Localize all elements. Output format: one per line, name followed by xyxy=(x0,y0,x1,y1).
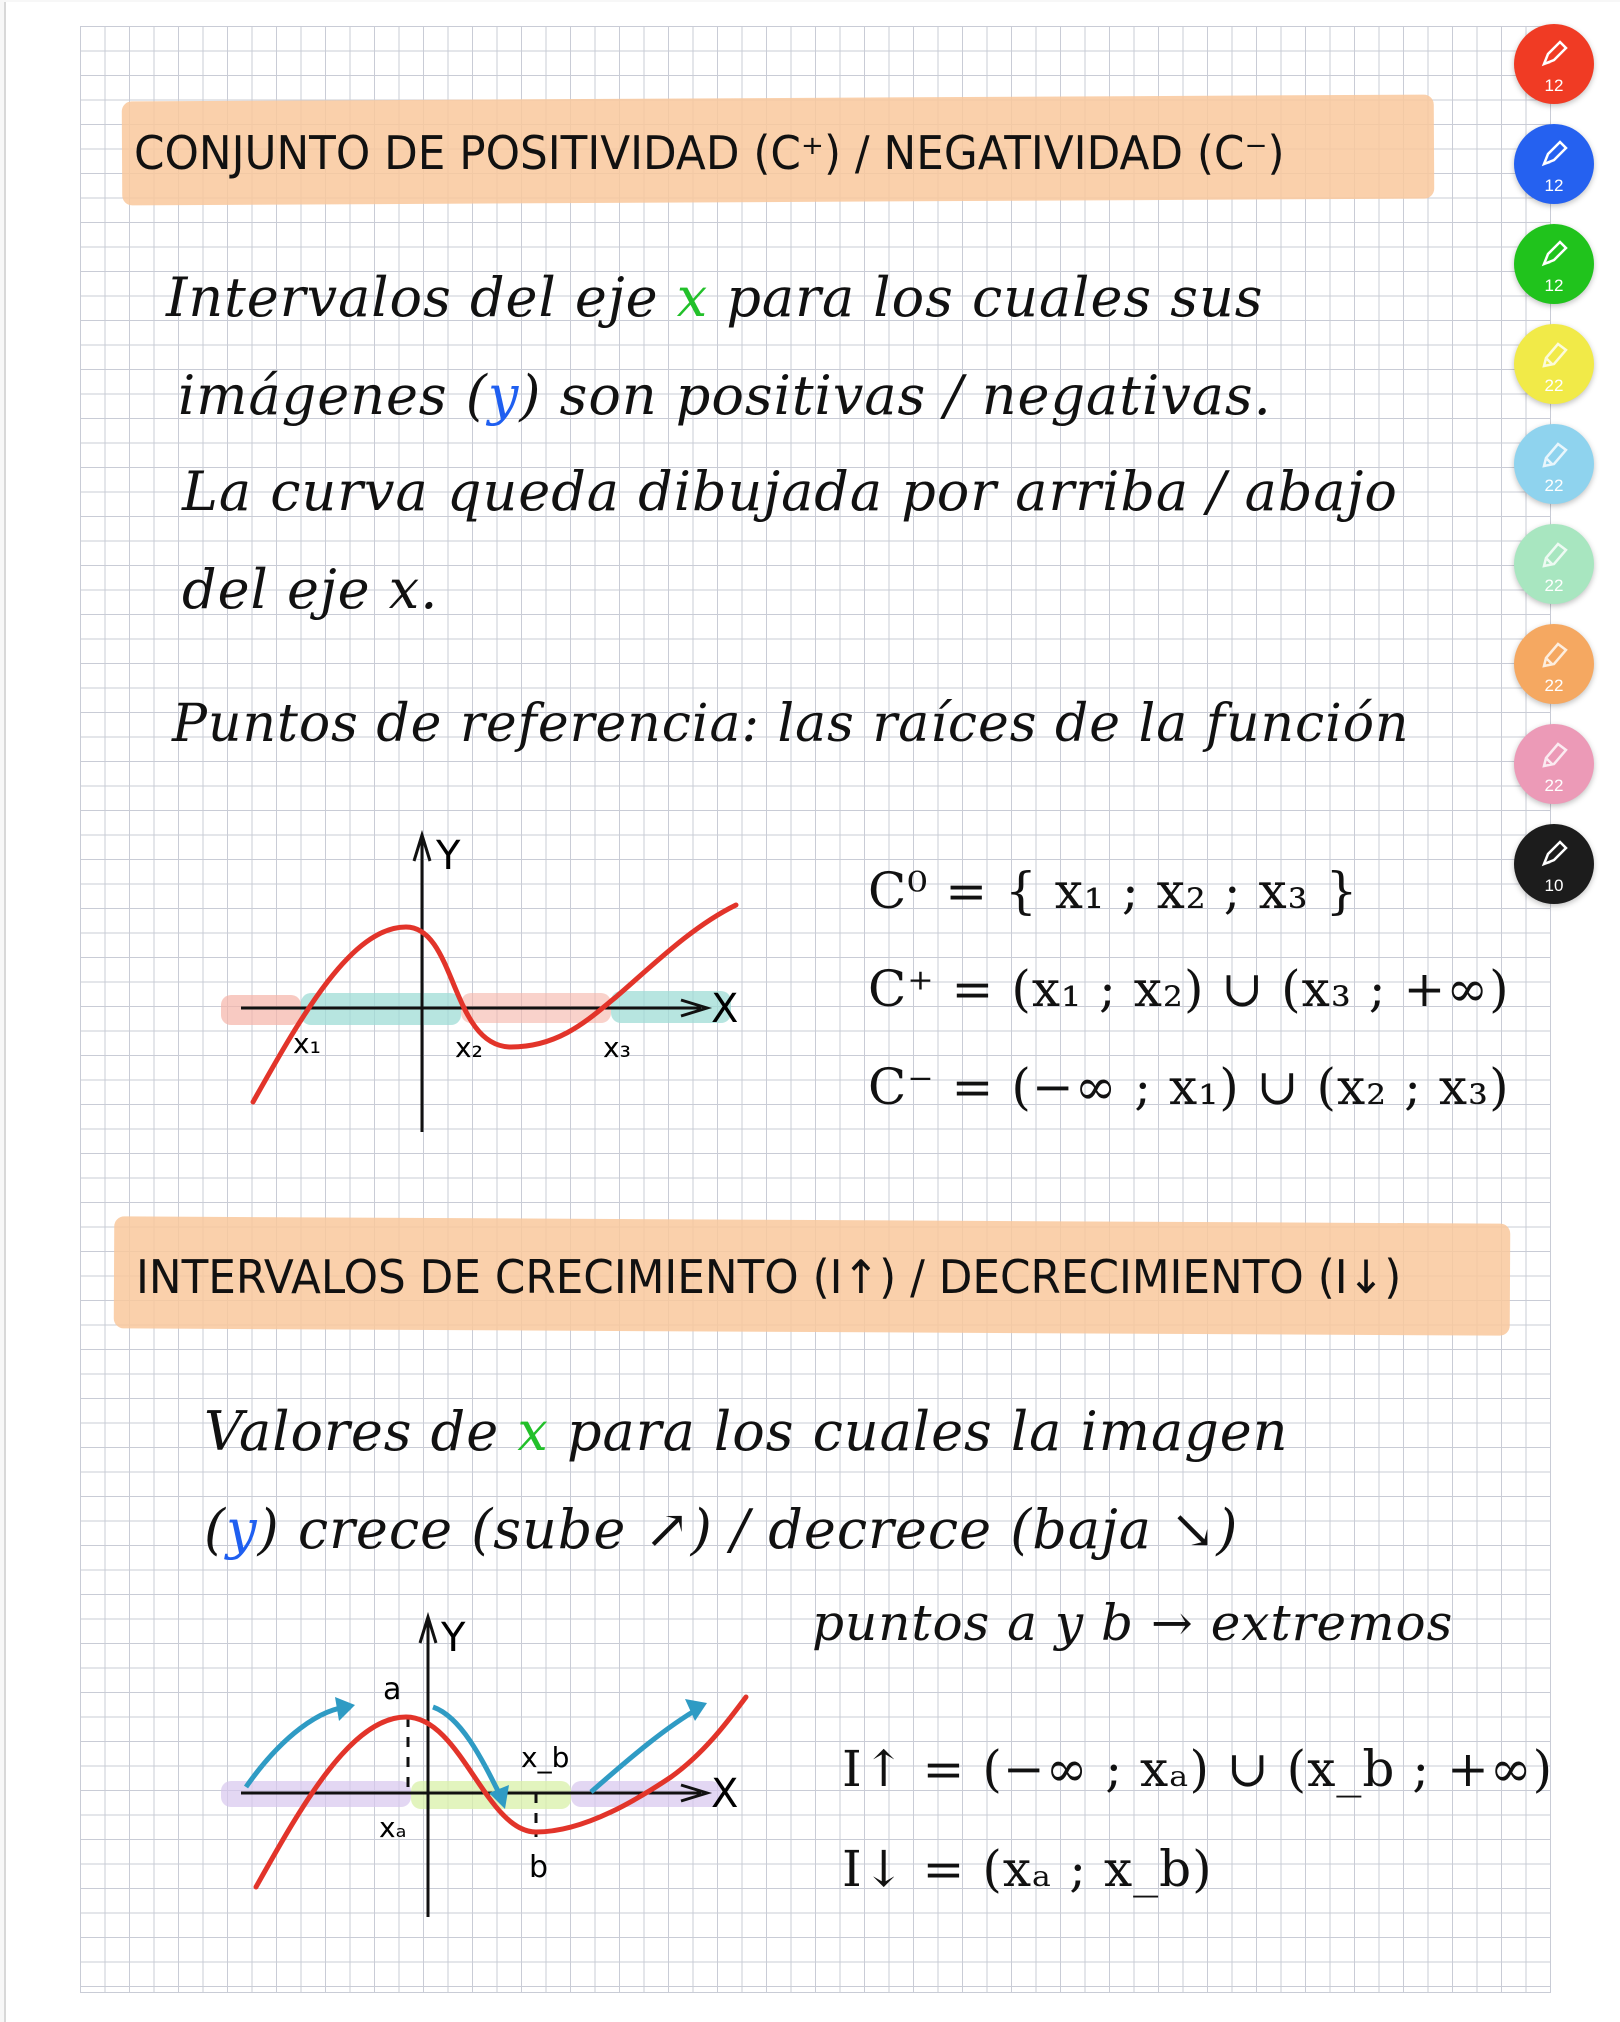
var-x: x xyxy=(676,266,709,329)
pen-size: 12 xyxy=(1544,276,1564,295)
monotonic-graph xyxy=(211,1597,771,1927)
pen-icon xyxy=(1536,136,1572,172)
pen-size: 22 xyxy=(1544,376,1564,395)
section1-title: CONJUNTO DE POSITIVIDAD (C⁺) / NEGATIVIDAD (C⁻) xyxy=(134,126,1285,180)
highlighter-icon xyxy=(1536,536,1572,572)
formula-idown: I↓ = (xₐ ; x_b) xyxy=(842,1840,1213,1898)
line-text: ( xyxy=(204,1498,227,1561)
highlighter-icon xyxy=(1536,436,1572,472)
var-y: y xyxy=(226,1498,258,1561)
pen-size: 10 xyxy=(1544,876,1564,895)
pen-icon xyxy=(1536,36,1572,72)
graph1-y-label: Y xyxy=(436,833,461,879)
section1-line-3: La curva queda dibujada por arriba / abajo xyxy=(182,460,1398,523)
line-text: Valores de xyxy=(204,1400,518,1463)
line-text: para los cuales sus xyxy=(708,266,1264,329)
pen-blue-button[interactable] xyxy=(1514,124,1594,204)
pen-size: 12 xyxy=(1544,176,1564,195)
section1-line-1 xyxy=(166,266,1263,329)
line-text: ) crece (sube ↗) / decrece (baja ↘) xyxy=(257,1498,1239,1561)
highlighter-icon xyxy=(1536,736,1572,772)
extremes-note: puntos a y b → extremos xyxy=(812,1594,1454,1652)
arrowhead xyxy=(685,1699,707,1721)
highlighter-icon xyxy=(1536,636,1572,672)
pen-size: 22 xyxy=(1544,776,1564,795)
formula-c0: C⁰ = { x₁ ; x₂ ; x₃ } xyxy=(868,862,1359,920)
root-x2-label: x₂ xyxy=(455,1031,483,1064)
increase-arrow-right xyxy=(591,1707,701,1792)
pen-toolbar xyxy=(1514,24,1598,904)
notebook-page xyxy=(4,2,1620,2022)
highlighter-mint-button[interactable] xyxy=(1514,524,1594,604)
pen-icon xyxy=(1536,236,1572,272)
pen-size: 22 xyxy=(1544,676,1564,695)
positive-band-left xyxy=(221,995,301,1025)
pen-green-button[interactable] xyxy=(1514,224,1594,304)
sign-graph xyxy=(211,817,771,1147)
highlighter-pink-button[interactable] xyxy=(1514,724,1594,804)
line-text: para los cuales la imagen xyxy=(548,1400,1289,1463)
formula-cplus: C⁺ = (x₁ ; x₂) ∪ (x₃ ; +∞) xyxy=(868,960,1510,1018)
formula-iup: I↑ = (−∞ ; xₐ) ∪ (x_b ; +∞) xyxy=(842,1740,1554,1798)
highlighter-orange-button[interactable] xyxy=(1514,624,1594,704)
pen-size: 22 xyxy=(1544,476,1564,495)
graph1-x-label: X xyxy=(711,986,739,1032)
pen-black-button[interactable] xyxy=(1514,824,1594,904)
xa-label: xₐ xyxy=(379,1811,407,1844)
point-a-label: a xyxy=(383,1672,402,1707)
pen-red-button[interactable] xyxy=(1514,24,1594,104)
line-text: imágenes ( xyxy=(178,364,488,427)
pen-size: 22 xyxy=(1544,576,1564,595)
section2-title: INTERVALOS DE CRECIMIENTO (I↑) / DECRECIMIENTO (I↓) xyxy=(136,1250,1402,1304)
highlighter-icon xyxy=(1536,336,1572,372)
pen-size: 12 xyxy=(1544,76,1564,95)
var-x: x xyxy=(517,1400,549,1463)
highlighter-cyan-button[interactable] xyxy=(1514,424,1594,504)
xb-label: x_b xyxy=(521,1741,570,1774)
arrowhead xyxy=(335,1697,355,1721)
graph2-x-label: X xyxy=(711,1771,739,1817)
root-x1-label: x₁ xyxy=(293,1027,321,1060)
section1-line-4: del eje x. xyxy=(182,558,439,621)
line-text: ) son positivas / negativas. xyxy=(519,364,1272,427)
line-text: Intervalos del eje xyxy=(166,266,677,329)
graph2-y-label: Y xyxy=(441,1615,466,1661)
formula-cminus: C⁻ = (−∞ ; x₁) ∪ (x₂ ; x₃) xyxy=(868,1058,1510,1116)
reference-note: Puntos de referencia: las raíces de la función xyxy=(172,694,1410,754)
section2-line-1 xyxy=(204,1400,1289,1463)
section1-line-2 xyxy=(178,364,1272,427)
section2-line-2 xyxy=(204,1498,1238,1561)
highlighter-yellow-button[interactable] xyxy=(1514,324,1594,404)
increase-arrow-left xyxy=(246,1707,351,1787)
root-x3-label: x₃ xyxy=(603,1031,631,1064)
pen-icon xyxy=(1536,836,1572,872)
var-y: y xyxy=(487,364,520,427)
point-b-label: b xyxy=(529,1850,549,1885)
